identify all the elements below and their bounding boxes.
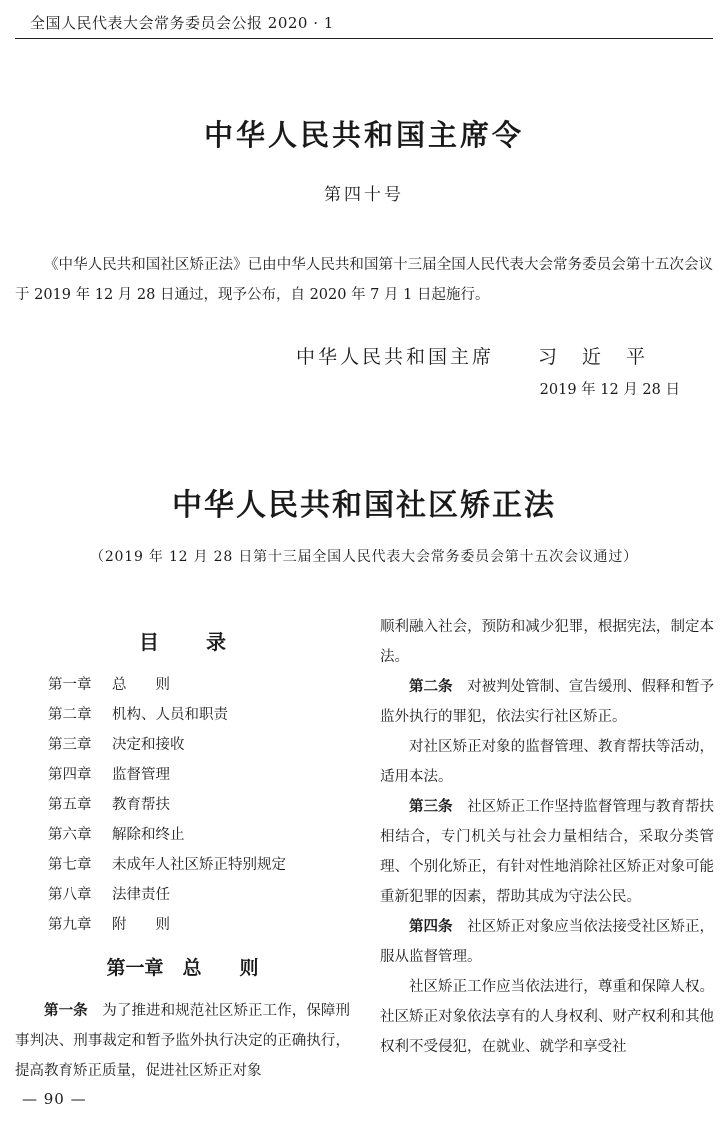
article-2-label: 第二条 <box>409 678 453 695</box>
toc-chapter-number: 第二章 <box>48 707 92 723</box>
toc-chapter-name: 法律责任 <box>112 887 170 903</box>
article-2-paragraph <box>380 672 714 732</box>
table-of-contents <box>48 670 286 940</box>
toc-chapter-name: 监督管理 <box>112 767 170 783</box>
signature-date: 2019 年 12 月 28 日 <box>539 382 680 398</box>
law-subtitle: （2019 年 12 月 28 日第十三届全国人民代表大会常务委员会第十五次会议通过） <box>90 549 638 565</box>
article-1-label: 第一条 <box>44 1002 88 1019</box>
toc-chapter-number: 第七章 <box>48 857 92 873</box>
toc-chapter-name: 总 则 <box>112 677 170 693</box>
toc-chapter-number: 第四章 <box>48 767 92 783</box>
toc-chapter-number: 第八章 <box>48 887 92 903</box>
toc-chapter-name: 机构、人员和职责 <box>112 707 228 723</box>
article-1-paragraph <box>15 996 350 1086</box>
toc-item <box>48 850 286 880</box>
toc-title: 目 录 <box>139 630 226 654</box>
toc-chapter-number: 第三章 <box>48 737 92 753</box>
toc-chapter-number: 第九章 <box>48 917 92 933</box>
article-1-continuation: 顺利融入社会，预防和减少犯罪，根据宪法，制定本法。 <box>380 619 714 665</box>
toc-chapter-number: 第一章 <box>48 677 92 693</box>
toc-item <box>48 760 286 790</box>
toc-item <box>48 880 286 910</box>
header-rule <box>15 38 713 39</box>
toc-chapter-number: 第五章 <box>48 797 92 813</box>
toc-item <box>48 700 286 730</box>
article-3-text: 社区矫正工作坚持监督管理与教育帮扶相结合，专门机关与社会力量相结合，采取分类管理、个别化矫正，有针对性地消除社区矫正对象可能重新犯罪的因素，帮助其成为守法公民。 <box>380 799 715 905</box>
article-4-paragraph <box>380 912 714 972</box>
chapter-1-title: 第一章 总 则 <box>106 957 259 979</box>
page-number: — 90 — <box>22 1090 87 1108</box>
article-2-paragraph-2: 对社区矫正对象的监督管理、教育帮扶等活动，适用本法。 <box>380 739 714 785</box>
article-1-text: 为了推进和规范社区矫正工作，保障刑事判决、刑事裁定和暂予监外执行决定的正确执行，提高教育矫正质量，促进社区矫正对象 <box>15 1003 351 1079</box>
toc-item <box>48 910 286 940</box>
article-3-label: 第三条 <box>409 798 453 815</box>
toc-chapter-name: 教育帮扶 <box>112 797 170 813</box>
article-4-text: 社区矫正对象应当依法接受社区矫正，服从监督管理。 <box>380 919 715 965</box>
toc-chapter-name: 解除和终止 <box>112 827 185 843</box>
presidential-order-title: 中华人民共和国主席令 <box>203 118 524 152</box>
right-column <box>380 612 714 1062</box>
toc-chapter-name: 决定和接收 <box>112 737 185 753</box>
proclamation-text: 《中华人民共和国社区矫正法》已由中华人民共和国第十三届全国人民代表大会常务委员会第十五次会议于 2019 年 12 月 28 日通过，现予公布，自 2020 年 7 月 1 日起施行。 <box>15 257 713 303</box>
article-4-label: 第四条 <box>409 918 453 935</box>
article-3-paragraph <box>380 792 714 912</box>
toc-item <box>48 790 286 820</box>
article-2-text: 对被判处管制、宣告缓刑、假释和暂予监外执行的罪犯，依法实行社区矫正。 <box>380 679 715 725</box>
article-4-paragraph-2: 社区矫正工作应当依法进行，尊重和保障人权。社区矫正对象依法享有的人身权利、财产权利和其他权利不受侵犯，在就业、就学和享受社 <box>380 979 714 1055</box>
toc-chapter-number: 第六章 <box>48 827 92 843</box>
toc-item <box>48 820 286 850</box>
president-signature: 中华人民共和国主席 习 近 平 <box>295 346 648 368</box>
toc-item <box>48 730 286 760</box>
toc-chapter-name: 未成年人社区矫正特别规定 <box>112 857 286 873</box>
running-header: 全国人民代表大会常务委员会公报 2020 · 1 <box>30 14 334 32</box>
order-number: 第四十号 <box>324 185 404 205</box>
toc-chapter-name: 附 则 <box>112 917 170 933</box>
toc-item <box>48 670 286 700</box>
law-title: 中华人民共和国社区矫正法 <box>172 488 556 523</box>
